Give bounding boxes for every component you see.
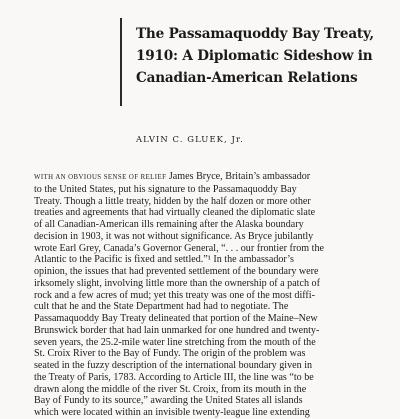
body-line: opinion, the issues that had prevented settlement of the boundary were xyxy=(34,266,319,277)
body-line: treaties and agreements that had virtually cleaned the diplomatic slate xyxy=(34,207,316,219)
body-line: drawn along the middle of the river St. Croix, from its mouth in the xyxy=(34,383,307,395)
body-line: to the United States, put his signature to the Passamaquoddy Bay xyxy=(34,183,297,195)
author-name: ALVIN C. GLUEK, xyxy=(136,134,228,144)
article-title xyxy=(136,23,398,89)
body-line: decision in 1903, it was not without significance. As Bryce jubilantly xyxy=(34,230,314,242)
body-line: Passamaquoddy Bay Treaty delineated that portion of the Maine–New xyxy=(34,313,318,324)
body-line: Treaty. Though a little treaty, hidden by the half dozen or more other xyxy=(34,195,311,207)
body-line: the Treaty of Paris, 1783. According to Article III, the line was “to be xyxy=(34,371,314,383)
body-line: which were located within an invisible twenty-league line extending xyxy=(34,407,310,418)
body-line: Bay of Fundy to its source,” awarding the United States all islands xyxy=(34,395,303,407)
title-rule xyxy=(120,18,122,106)
body-line: seven years, the 25.2-mile water line stretching from the mouth of the xyxy=(34,336,316,348)
body-line: Atlantic to the Pacific is fixed and settled.”¹ In the ambassador’s xyxy=(34,254,294,266)
title-line: 1910: A Diplomatic Sideshow in xyxy=(136,48,373,64)
body-line: irksomely slight, involving little more than the ownership of a patch of xyxy=(34,277,320,289)
body-line: rock and a few acres of mud; yet this treaty was one of the most diffi- xyxy=(34,289,315,301)
article-body xyxy=(34,171,394,419)
body-line: seated in the fuzzy description of the international boundary given in xyxy=(34,360,313,371)
body-line: of all Canadian-American ills remaining after the Alaska boundary xyxy=(34,219,304,230)
author-suffix: Jr. xyxy=(231,134,244,144)
author-byline xyxy=(136,134,244,144)
body-line: wrote Earl Grey, Canada’s Governor General, “. . . our frontier from the xyxy=(34,242,324,254)
body-line: Brunswick border that had lain unmarked for one hundred and twenty- xyxy=(34,324,320,336)
body-line: cult that he and the State Department had had to negotiate. The xyxy=(34,301,289,313)
title-line: Canadian-American Relations xyxy=(136,70,358,86)
body-line xyxy=(34,171,394,184)
title-line: The Passamaquoddy Bay Treaty, xyxy=(136,26,374,42)
lead-in: WITH AN OBVIOUS SENSE OF RELIEF xyxy=(34,174,167,181)
body-line: St. Croix River to the Bay of Fundy. The origin of the problem was xyxy=(34,348,306,360)
lead-line-rest: James Bryce, Britain’s ambassador xyxy=(168,171,311,182)
